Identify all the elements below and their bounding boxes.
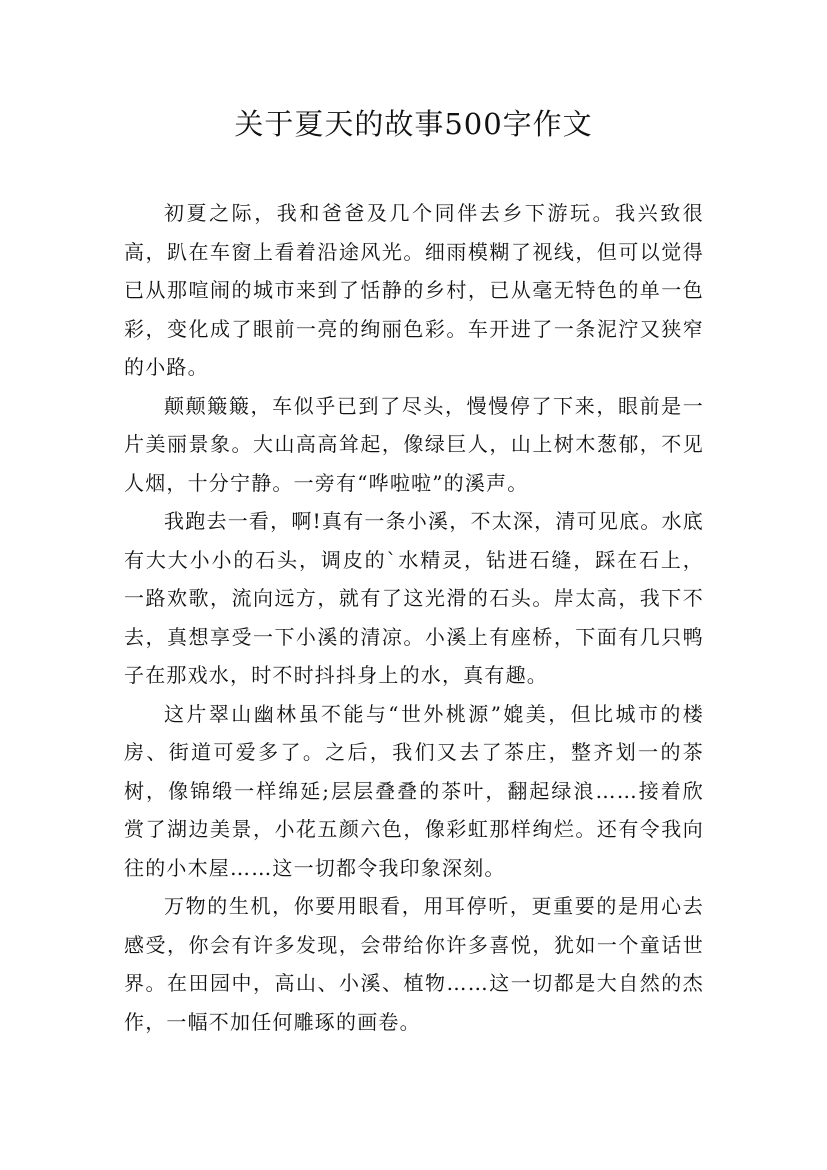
paragraph-3: 我跑去一看，啊!真有一条小溪，不太深，清可见底。水底有大大小小的石头，调皮的`水精灵，钻进石缝，踩在石上，一路欢歌，流向远方，就有了这光滑的石头。岸太高，我下不去，真想享受一下小溪的清凉。小溪上有座桥，下面有几只鸭子在那戏水，时不时抖抖身上的水，真有趣。	[124, 509, 704, 687]
page-title: 关于夏天的故事500字作文	[234, 107, 593, 141]
paragraph-5: 万物的生机，你要用眼看，用耳停听，更重要的是用心去感受，你会有许多发现，会带给你许多喜悦，犹如一个童话世界。在田园中，高山、小溪、植物……这一切都是大自然的杰作，一幅不加任何雕琢的画卷。	[124, 894, 704, 1034]
paragraph-4: 这片翠山幽林虽不能与“世外桃源”媲美，但比城市的楼房、街道可爱多了。之后，我们又去了茶庄，整齐划一的茶树，像锦缎一样绵延;层层叠叠的茶叶，翻起绿浪……接着欣赏了湖边美景，小花五颜六色，像彩虹那样绚烂。还有令我向往的小木屋……这一切都令我印象深刻。	[124, 701, 704, 880]
article-body	[124, 194, 704, 1041]
paragraph-2: 颠颠簸簸，车似乎已到了尽头，慢慢停了下来，眼前是一片美丽景象。大山高高耸起，像绿巨人，山上树木葱郁，不见人烟，十分宁静。一旁有“哗啦啦”的溪声。	[124, 393, 704, 495]
paragraph-1: 初夏之际，我和爸爸及几个同伴去乡下游玩。我兴致很高，趴在车窗上看着沿途风光。细雨模糊了视线，但可以觉得已从那喧闹的城市来到了恬静的乡村，已从毫无特色的单一色彩，变化成了眼前一亮的绚丽色彩。车开进了一条泥泞又狭窄的小路。	[124, 201, 704, 379]
